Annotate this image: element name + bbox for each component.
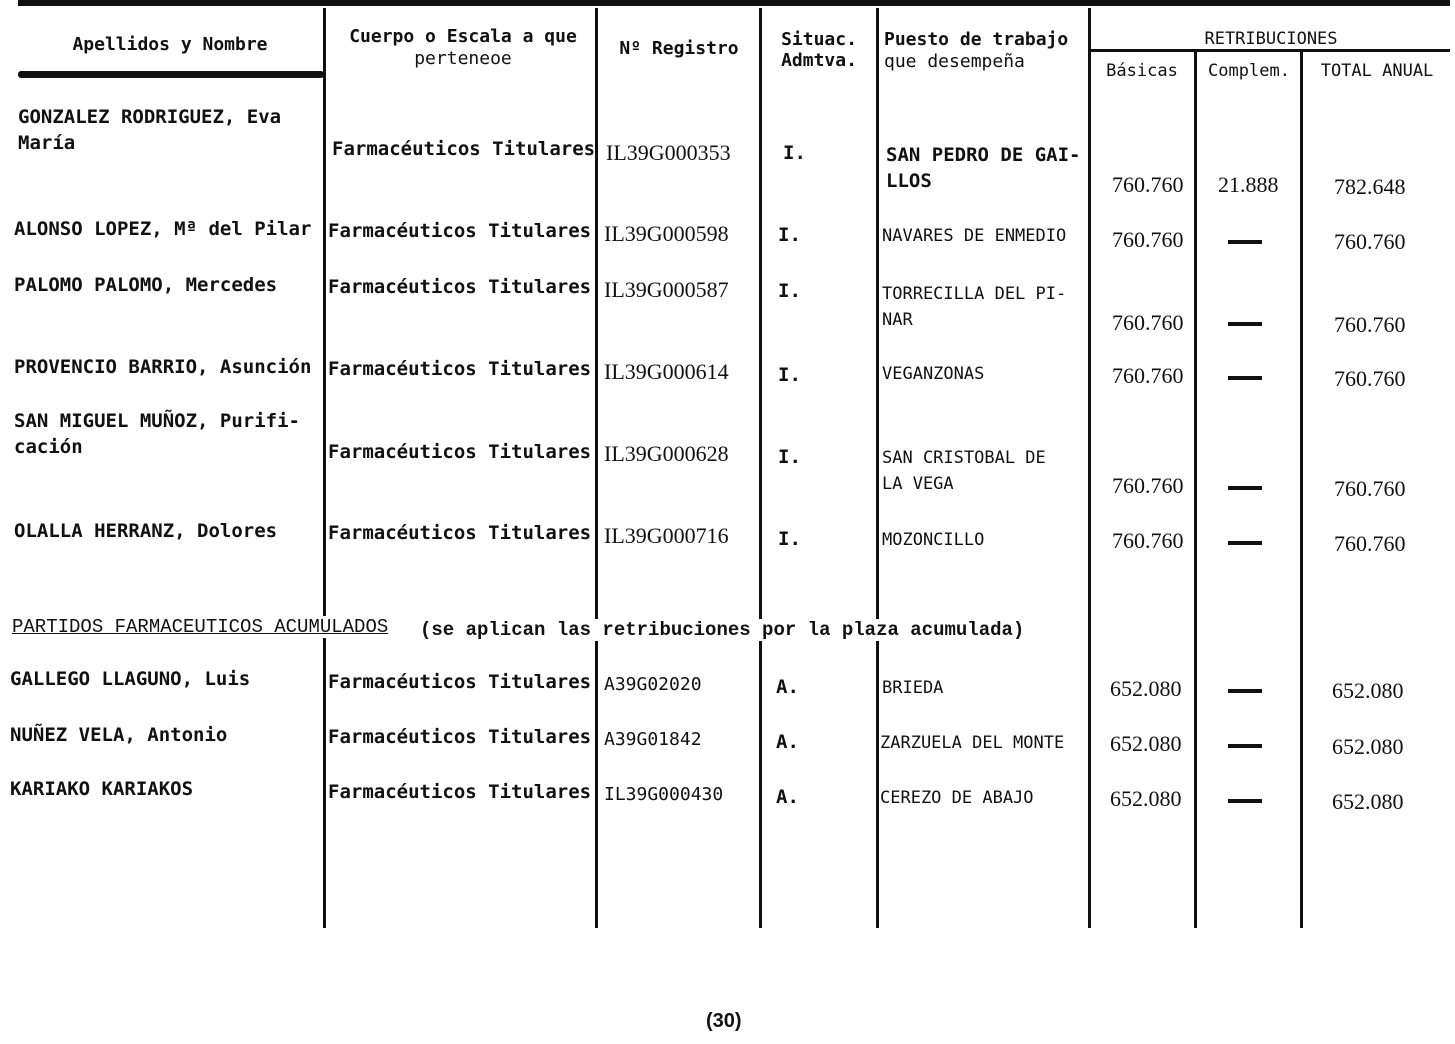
- row-complem-dash: [1228, 322, 1262, 326]
- acum-row-cuerpo: Farmacéuticos Titulares: [328, 671, 592, 693]
- row-name-cont: cación: [14, 436, 83, 458]
- header-registro: Nº Registro: [619, 38, 739, 59]
- acum-row-cuerpo: Farmacéuticos Titulares: [328, 726, 592, 748]
- header-cuerpo-line1: Cuerpo o Escala a que: [349, 26, 577, 47]
- row-puesto-cont: LLOS: [886, 170, 932, 192]
- row-complem-dash: [1228, 486, 1262, 490]
- acum-row-total: 652.080: [1332, 789, 1404, 814]
- col-divider-6: [1194, 50, 1197, 928]
- row-total: 760.760: [1334, 531, 1406, 556]
- row-situac: I.: [778, 528, 801, 550]
- header-retribuciones: RETRIBUCIONES: [1204, 29, 1338, 49]
- row-registro: IL39G000716: [604, 523, 729, 548]
- row-complem-dash: [1228, 541, 1262, 545]
- row-basicas: 760.760: [1112, 227, 1184, 252]
- section-title: PARTIDOS FARMACEUTICOS ACUMULADOS: [12, 616, 389, 638]
- acum-row-registro: A39G01842: [604, 729, 702, 750]
- row-registro: IL39G000614: [604, 359, 729, 384]
- row-puesto: MOZONCILLO: [882, 530, 985, 550]
- acum-row-name: KARIAKO KARIAKOS: [10, 778, 194, 800]
- col-divider-4: [876, 8, 879, 928]
- row-cuerpo: Farmacéuticos Titulares: [328, 276, 592, 298]
- acum-row-name: GALLEGO LLAGUNO, Luis: [10, 668, 251, 690]
- row-registro: IL39G000598: [604, 221, 729, 246]
- acum-row-cuerpo: Farmacéuticos Titulares: [328, 781, 592, 803]
- acum-row-puesto: CEREZO DE ABAJO: [880, 788, 1034, 808]
- row-situac: I.: [778, 364, 801, 386]
- row-total: 760.760: [1334, 229, 1406, 254]
- row-situac: I.: [778, 224, 801, 246]
- header-total: TOTAL ANUAL: [1320, 61, 1434, 81]
- header-complem: Complem.: [1208, 61, 1290, 81]
- acum-row-basicas: 652.080: [1110, 786, 1182, 811]
- acum-row-complem-dash: [1228, 744, 1262, 748]
- page-number: (30): [706, 1010, 742, 1032]
- row-basicas: 760.760: [1112, 363, 1184, 388]
- section-note: (se aplican las retribuciones por la plaza acumulada): [420, 619, 1025, 641]
- row-cuerpo: Farmacéuticos Titulares: [328, 522, 592, 544]
- col-divider-3: [759, 8, 762, 928]
- row-complem: 21.888: [1218, 172, 1279, 197]
- row-total: 782.648: [1334, 174, 1406, 199]
- row-name-cont: María: [18, 132, 76, 154]
- row-total: 760.760: [1334, 476, 1406, 501]
- top-rule: [18, 0, 1450, 6]
- row-name: PALOMO PALOMO, Mercedes: [14, 274, 278, 296]
- header-bottom-rule: [18, 71, 324, 78]
- col-divider-1: [323, 8, 326, 928]
- row-complem-dash: [1228, 376, 1262, 380]
- row-situac: I.: [783, 142, 806, 164]
- header-situac-line1: Situac.: [781, 29, 857, 50]
- header-puesto-line2: que desempeña: [884, 51, 1025, 72]
- row-registro: IL39G000353: [606, 140, 731, 165]
- acum-row-situac: A.: [776, 731, 799, 753]
- row-cuerpo: Farmacéuticos Titulares: [328, 358, 592, 380]
- row-total: 760.760: [1334, 366, 1406, 391]
- row-name: ALONSO LOPEZ, Mª del Pilar: [14, 218, 312, 240]
- row-basicas: 760.760: [1112, 310, 1184, 335]
- row-cuerpo: Farmacéuticos Titulares: [328, 220, 592, 242]
- header-name: Apellidos y Nombre: [72, 34, 268, 55]
- header-cuerpo-line2: perteneoe: [414, 48, 512, 69]
- row-registro: IL39G000587: [604, 277, 729, 302]
- row-puesto: TORRECILLA DEL PI-: [882, 284, 1067, 304]
- acum-row-puesto: BRIEDA: [882, 678, 944, 698]
- row-name: GONZALEZ RODRIGUEZ, Eva: [18, 106, 282, 128]
- row-basicas: 760.760: [1112, 473, 1184, 498]
- row-name: PROVENCIO BARRIO, Asunción: [14, 356, 312, 378]
- acum-row-total: 652.080: [1332, 734, 1404, 759]
- acum-row-total: 652.080: [1332, 678, 1404, 703]
- row-puesto-cont: NAR: [882, 310, 913, 330]
- row-cuerpo: Farmacéuticos Titulares: [328, 441, 592, 463]
- header-puesto-line1: Puesto de trabajo: [884, 29, 1069, 50]
- row-puesto: VEGANZONAS: [882, 364, 985, 384]
- col-divider-5: [1088, 8, 1091, 928]
- acum-row-puesto: ZARZUELA DEL MONTE: [880, 733, 1065, 753]
- row-puesto-cont: LA VEGA: [882, 474, 954, 494]
- row-basicas: 760.760: [1112, 172, 1184, 197]
- row-complem-dash: [1228, 240, 1262, 244]
- row-registro: IL39G000628: [604, 441, 729, 466]
- acum-row-basicas: 652.080: [1110, 676, 1182, 701]
- row-situac: I.: [778, 280, 801, 302]
- acum-row-basicas: 652.080: [1110, 731, 1182, 756]
- row-basicas: 760.760: [1112, 528, 1184, 553]
- col-divider-2: [595, 8, 598, 928]
- row-puesto: SAN PEDRO DE GAI-: [886, 144, 1081, 166]
- row-situac: I.: [778, 446, 801, 468]
- acum-row-registro: IL39G000430: [604, 784, 724, 805]
- acum-row-situac: A.: [776, 676, 799, 698]
- acum-row-complem-dash: [1228, 799, 1262, 803]
- header-basicas: Básicas: [1106, 61, 1178, 81]
- row-cuerpo: Farmacéuticos Titulares: [332, 138, 596, 160]
- acum-row-complem-dash: [1228, 689, 1262, 693]
- row-name: OLALLA HERRANZ, Dolores: [14, 520, 278, 542]
- acum-row-name: NUÑEZ VELA, Antonio: [10, 724, 228, 746]
- row-name: SAN MIGUEL MUÑOZ, Purifi-: [14, 410, 300, 432]
- row-puesto: NAVARES DE ENMEDIO: [882, 226, 1067, 246]
- acum-row-situac: A.: [776, 786, 799, 808]
- header-situac-line2: Admtva.: [781, 50, 857, 71]
- col-divider-7: [1300, 50, 1303, 928]
- acum-row-registro: A39G02020: [604, 674, 702, 695]
- row-total: 760.760: [1334, 312, 1406, 337]
- row-puesto: SAN CRISTOBAL DE: [882, 448, 1046, 468]
